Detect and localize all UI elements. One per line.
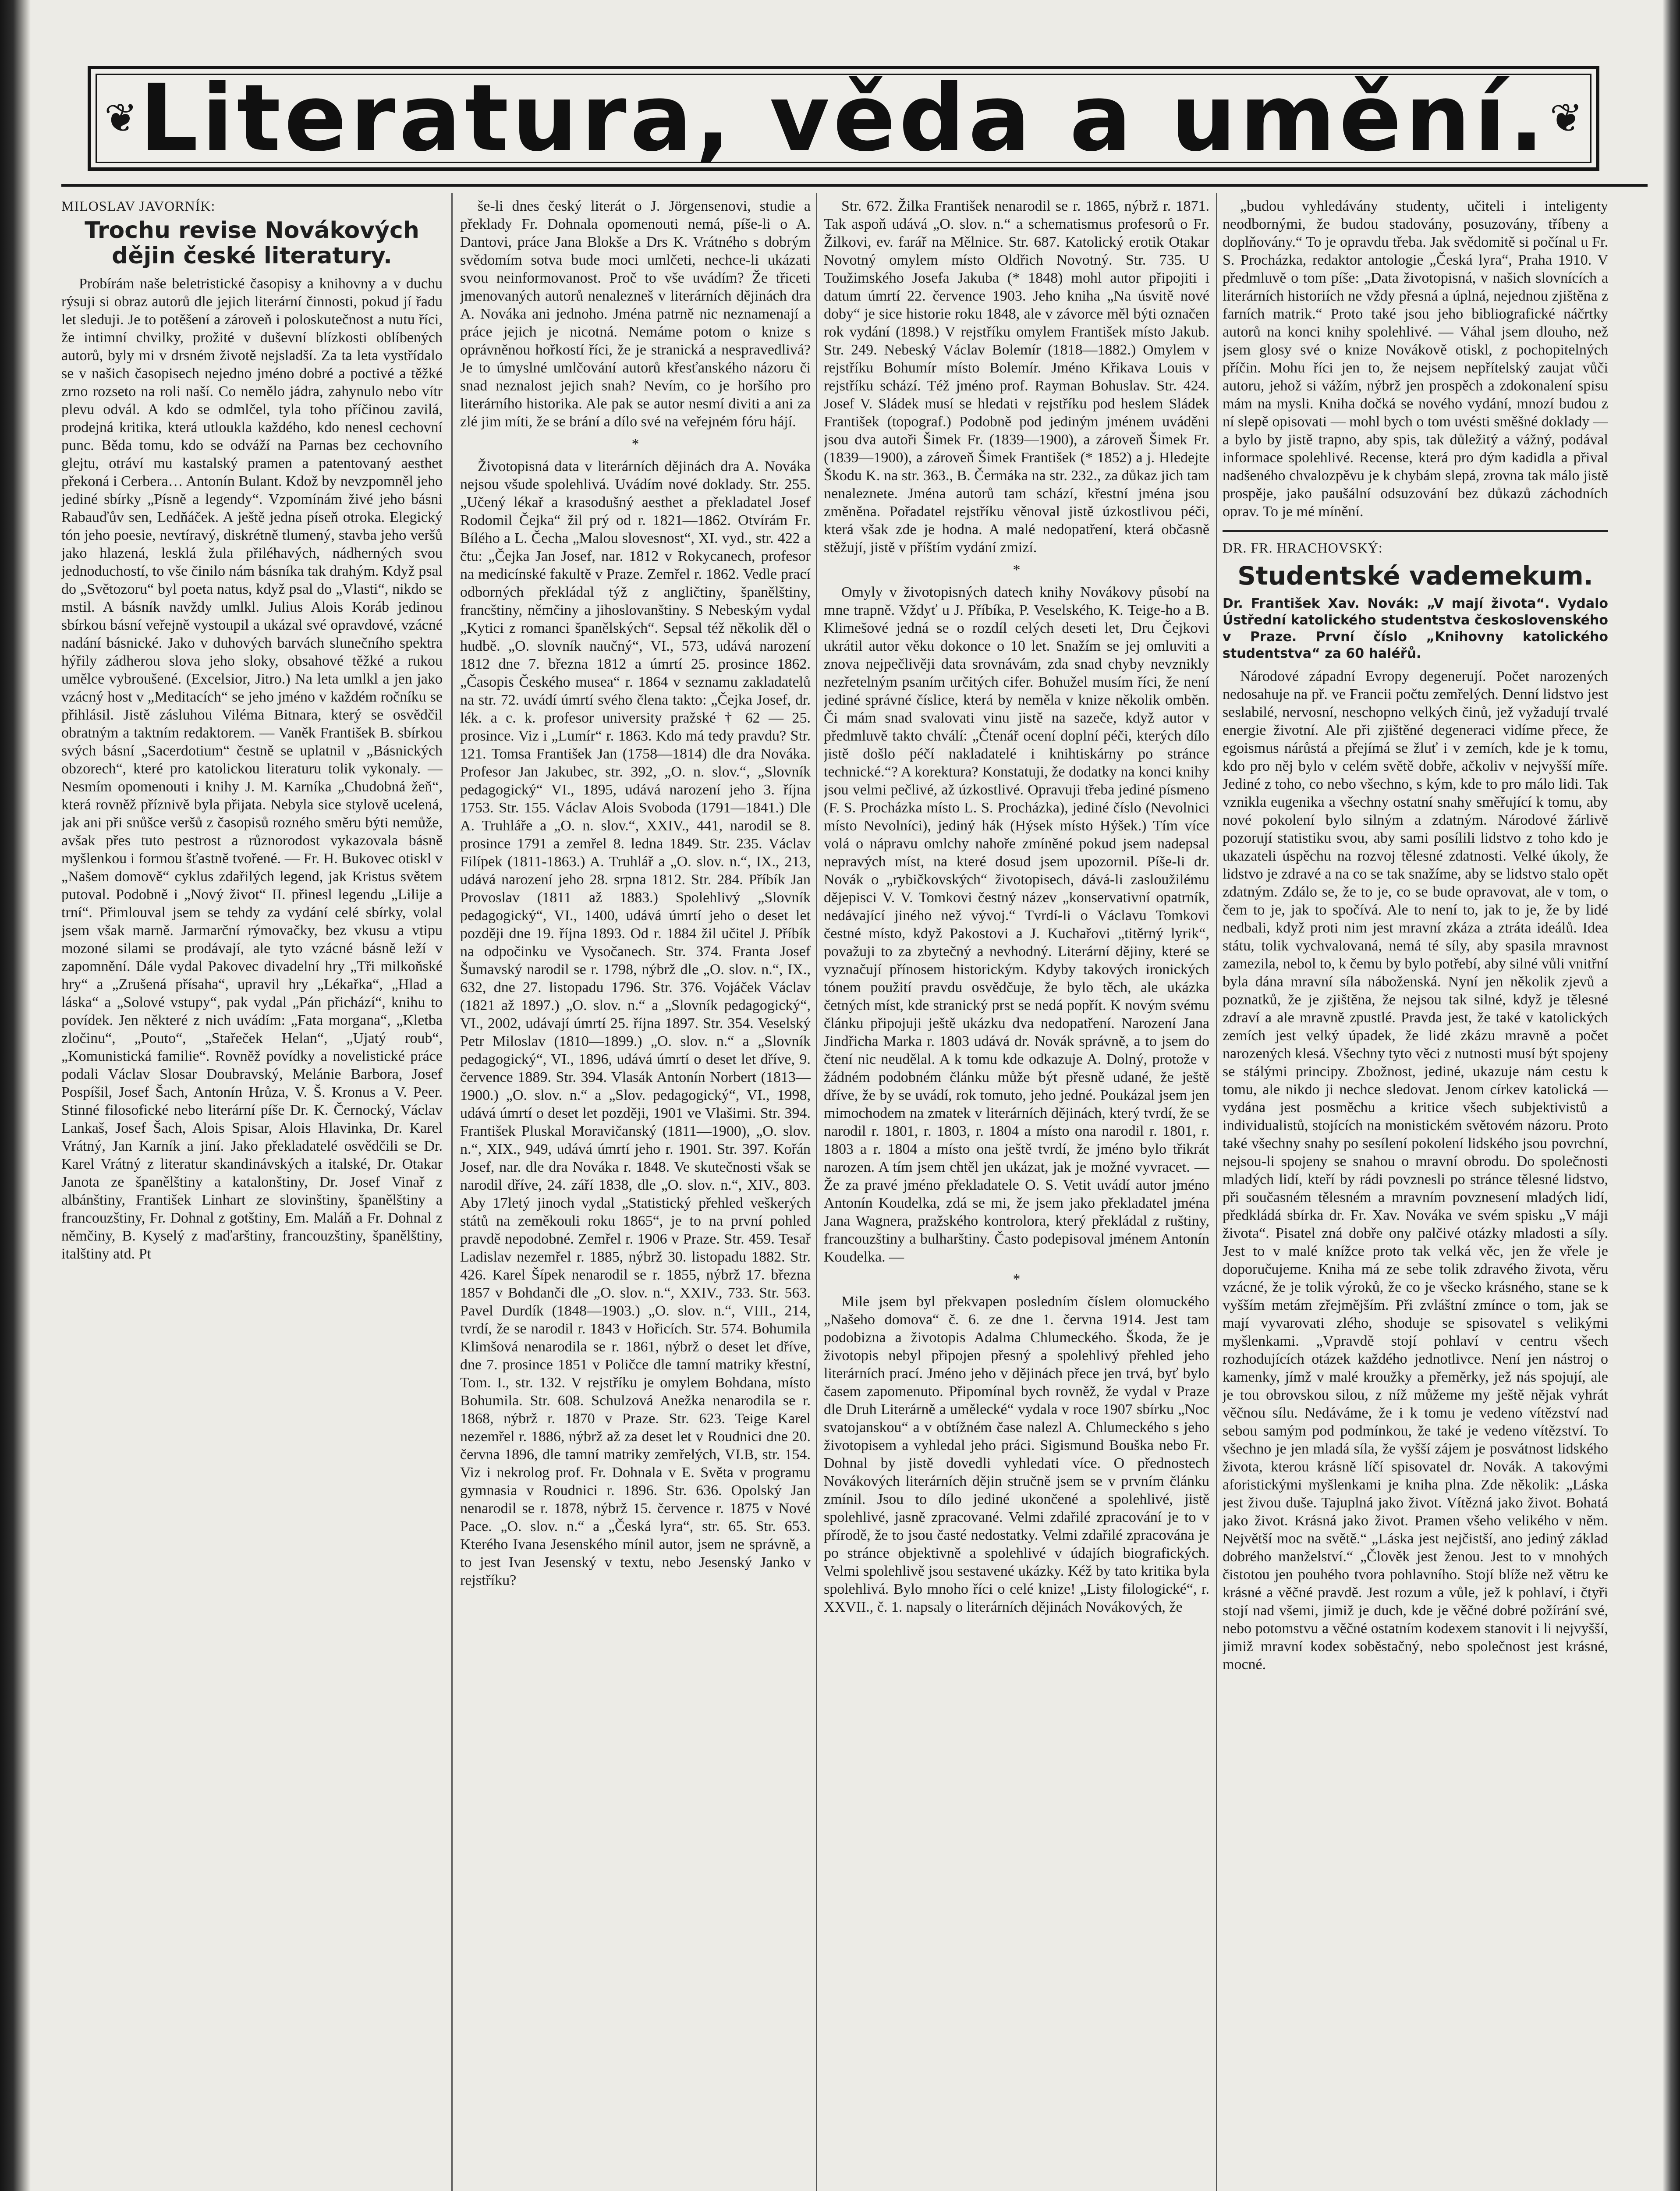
column-divider: [816, 193, 817, 2191]
column-1: [61, 197, 443, 2191]
article-body: Národové západní Evropy degenerují. Počet narozených nedosahuje na př. ve Francii počtu zemřelých. Denní lidstvo jest seslabilé, nervosní, neschopno velkých činů, jež vyžadují trvalé energie životní. Ale při zjištěné degeneraci vidíme přece, že egoismus nárůstá a přejímá se žluť i v zemích, kde je k tomu, kdo pro něj bylo v celém světě dobře, ačkoliv v nejvyšší míře. Jediné z toho, co nebo všechno, s kým, kde to pro málo lidi. Tak vznikla eugenika a všechny ostatní snahy směřující k tomu, aby nové pokolení bylo silným a zdatným. Národové žárlivě pozorují statistiku svou, aby sami posílili lidstvo z toho kdo je ukazateli úspěchu na rozvoj tělesné zdatnosti. Velké úkoly, že lidstvo je zdravé a na co se tak snažíme, aby se lidstvo stalo opět zdatným. Zdálo se, že to je, co se bude opravovat, ale v tom, o čem to je, jak to spočívá. Ale to není to, jak to je, že by lidé nedbali, když proti nim jest mravní zkáza a ztráta ideálů. Idea státu, tolik vychvalovaná, nemá té síly, aby spasila mravnost zamezila, nebol to, k čemu by bylo potřebí, aby silné vůli vnitřní byla dána mravní síla náboženská. Nyní jen několik zjevů a poznatků, že je zjištěna, že nejsou tak silné, když je tělesné zdraví a ale mravně zpustlé. Pravda jest, že také v katolických zemích jest velký úpadek, že lidé zkázu mravně a počet narozených klesá. Všechny tyto věci z nutnosti musí být spojeny se stálými principy. Zbožnost, jediné, ukazuje nám cestu k tomu, ale nikdo ji nechce sledovat. Jenom církev katolická — vydána jest posměchu a kritice všech subjektivistů a individualistů, stojících na monistickém světovém názoru. Proto také všechny snahy po sesílení pokolení lidského jsou povrchní, nejsou-li spojeny se snahou o mravní obrodu. Do společnosti mladých lidí, kteří by rádi povznesli po stránce tělesné lidstvo, při současném tělesném a mravním povznesení mladých lidí, předkládá sbírka dr. Fr. Xav. Nováka ve svém spisku „V máji života“. Pisatel zná dobře ony palčivé otázky mladosti a síly. Jest to v malé knížce proto tak velká věc, jen že vřele je doporučujeme. Kniha má ze sebe tolik zdravého života, věru vzácné, že je tolik výroků, že co je všecko krásného, stane se k vyšším metám zřejmějším. Při zvláštní zmínce o tom, jak se mají vyvarovati zlého, shoduje se spisovatel s velikými myšlenkami. „Vpravdě stojí pohlaví v centru všech rozhodujících otázek každého jednotlivce. Není jen nástroj o kamenky, jímž v malé kroužky a přeměrky, jež nás spojují, ale je tou obrovskou silou, z níž můžeme my ještě nějak vyhrát věčnou sílu. Nedáváme, že i k tomu je vedeno vítězství nad sebou samým pod podmínkou, že také je vedeno vítězství. To všechno je jen mladá síla, že vyšší zájem je posvátnost lidského života, kterou krásně líčí spisovatel dr. Novák. A takovými aforistickými myšlenkami je kniha plna. Zde několik: „Láska jest živou duše. Tajuplná jako život. Vítězná jako život. Bohatá jako život. Krásná jako život. Pramen všeho velikého v něm. Největší moc na světě.“ „Láska jest nejčistší, ano jediný základ dobrého manželství.“ „Člověk jest ženou. Jest to v mnohých čistotou jen pouhého tvora pohlavního. Stojí blíže než větru ke krásné a věčné pravdě. Jest rozum a vůle, jež k pohlaví, i čtyři stojí nad všemi, jimiž je duch, kde je věčné dobré požírání své, nebo potomstvu a věčné ostatním kodexem stanovit i li nejvyšší, jimiž mravní kodex soběstačný, nebo společnost jest krásné, mocné.: [1223, 668, 1608, 1673]
article-body: Životopisná data v literárních dějinách dra A. Nováka nejsou všude spolehlivá. Uvádím nové doklady. Str. 255. „Učený lékař a krasodušný aesthet a překladatel Josef Rodomil Čejka“ žil prý od r. 1821—1862. Otvírám Fr. Bílého a L. Čecha „Malou slovesnost“, XI. vyd., str. 422 a čtu: „Čejka Jan Josef, nar. 1812 v Rokycanech, profesor na medicínské fakultě v Praze. Zemřel r. 1862. Vedle prací odborných překládal týž z angličtiny, španělštiny, francštiny, němčiny a jihoslovanštiny. S Nebeským vydal „Kytici z romanci španělských“. Sepsal též několik děl o hudbě. „O. slovník naučný“, VI., 573, udává narození 1812 dne 7. března 1812 a úmrtí 25. prosince 1862. „Časopis Českého musea“ r. 1864 v seznamu zakladatelů na str. 72. uvádí úmrtí svého člena takto: „Čejka Josef, dr. lék. a c. k. profesor university pražské † 62 — 25. prosince. Viz i „Lumír“ r. 1863. Kdo má tedy pravdu? Str. 121. Tomsa František Jan (1758—1814) dle dra Nováka. Profesor Jan Jakubec, str. 392, „O. n. slov.“, „Slovník pedagogický“ VI., 1895, udává narození jeho 3. října 1753. Str. 155. Václav Alois Svoboda (1791—1841.) Dle A. Truhláře a „O. n. slov.“, XXIV., 441, narodil se 8. prosince 1791 a zemřel 8. ledna 1849. Str. 235. Václav Filípek (1811-1863.) A. Truhlář a „O. slov. n.“, IX., 213, udává narození jeho 28. srpna 1812. Str. 284. Příbík Jan Provoslav (1811 až 1883.) Spolehlivý „Slovník pedagogický“, VI., 1400, udává úmrtí jeho o deset let později dne 19. října 1893. Od r. 1884 žil učitel J. Příbík na odpočinku ve Vysočanech. Str. 374. Franta Josef Šumavský narodil se r. 1798, nýbrž dle „O. slov. n.“, IX., 632, dne 27. listopadu 1796. Str. 376. Vojáček Václav (1821 až 1897.) „O. slov. n.“ a „Slovník pedagogický“, VI., 2002, udávají úmrtí 25. října 1897. Str. 354. Veselský Petr Miloslav (1810—1899.) „O. slov. n.“ a „Slovník pedagogický“, VI., 1896, udává úmrtí o deset let dříve, 9. července 1889. Str. 394. Vlasák Antonín Norbert (1813—1900.) „O. slov. n.“ a „Slov. pedagogický“, VI., 1998, udává úmrtí o deset let později, 1901 ve Vlašimi. Str. 394. František Pluskal Moravičanský (1811—1900), „O. slov. n.“, XIX., 949, udává úmrtí jeho r. 1901. Str. 397. Kořán Josef, nar. dle dra Nováka r. 1848. Ve skutečnosti však se narodil dříve, 24. září 1838, dle „O. slov. n.“, XIV., 803. Aby 17letý jinoch vydal „Statistický přehled veškerých států na zeměkouli roku 1865“, je to na první pohled pravdě nepodobné. Zemřel r. 1906 v Praze. Str. 459. Tesař Ladislav nezemřel r. 1885, nýbrž 30. listopadu 1882. Str. 426. Karel Šípek nenarodil se r. 1855, nýbrž 17. března 1857 v Bohdanči dle „O. slov. n.“, XXIV., 733. Str. 563. Pavel Durdík (1848—1903.) „O. slov. n.“, VIII., 214, tvrdí, že se narodil r. 1843 v Hořicích. Str. 574. Bohumila Klimšová nenarodila se r. 1861, nýbrž o deset let dříve, dne 7. prosince 1851 v Poličce dle tamní matriky křestní, Tom. I., str. 132. V rejstříku je omylem Bohdana, místo Bohumila. Str. 608. Schulzová Anežka nenarodila se r. 1868, nýbrž r. 1870 v Praze. Str. 623. Teige Karel nezemřel r. 1886, nýbrž až za deset let v Roudnici dne 20. června 1896, dle tamní matriky zemřelých, VI.B, str. 154. Viz i nekrolog prof. Fr. Dohnala v E. Světa v programu gymnasia v Roudnici r. 1896. Str. 636. Opolský Jan nenarodil se r. 1878, nýbrž 15. července r. 1875 v Nové Pace. „O. slov. n.“ a „Česká lyra“, str. 65. Str. 653. Kterého Ivana Jesenského mínil autor, jsem ne správně, a to jest Ivan Jesenský v textu, nebo Jesenský Janko v rejstříku?: [460, 458, 811, 1588]
page-right-edge: [1662, 0, 1680, 2191]
article-author: MILOSLAV JAVORNÍK:: [61, 198, 216, 214]
column-4: [1223, 197, 1608, 2191]
section-banner: [88, 66, 1599, 171]
section-separator: *: [1013, 562, 1021, 578]
article-headline: Studentské vademekum.: [1237, 561, 1593, 591]
column-divider: [451, 193, 453, 2191]
article-body: Mile jsem byl překvapen posledním číslem olomuckého „Našeho domova“ č. 6. ze dne 1. června 1914. Jest tam podobizna a životopis Adalma Chlumeckého. Škoda, že je životopis nebyl připojen přesný a spolehlivý přehled jeho literárních prací. Jméno jeho v dějinách přece jen trvá, byť bylo časem zapomenuto. Připomínal bych rovněž, že vydal v Praze dle Druh Literárně a umělecké“ vydala v roce 1907 sbírku „Noc svatojanskou“ a v obtížném čase nalezl A. Chlumeckého s jeho životopisem a vyhledal jeho práci. Sigismund Bouška nebo Fr. Dohnal by jistě dovedli vyhledati více. O přednostech Novákových literárních dějin stručně jsem se v prvním článku zmínil. Jsou to dílo jediné ukončené a spolehlivé, jistě spolehlivé, jasně zpracované. Velmi zdařilé zpracování je to v přírodě, že to jsou časté nedostatky. Velmi zdařilé zpracována je po stránce objektivně a spolehlivé v údajích biografických. Velmi spolehlivě jsou sestavené ukázky. Kéž by tato kritika byla spolehlivá. Bylo mnoho říci o celé knize! „Listy filologické“, r. XXVII., č. 1. napsaly o literárních dějinách Novákových, že: [824, 1294, 1209, 1615]
article-body: še-li dnes český literát o J. Jörgensenovi, studie a překlady Fr. Dohnala opomenouti nemá, píše-li o A. Dantovi, práce Jana Blokše a Drs K. Vrátného s dobrým svědomím sotva bude moci umlčeti, nechce-li ukázati svou neinformovanost. Proč to vše uvádím? Že třiceti jmenovaných autorů nenalezneš v literárních dějinách dra A. Nováka ani jednoho. Jména patrně nic neznamenají a práce jejich je nicotná. Nemáme potom o knize s oprávněnou hořkostí říci, že je stranická a nespravedlivá? Je to úmyslné umlčování autorů křesťanského názoru či snad neznalost jejich snah? Nevím, co je horšího pro literárního historika. Ale pak se autor nesmí diviti a ani za zlé jim míti, že se brání a dílo své na veřejném fóru hájí.: [460, 198, 811, 430]
book-reference: Dr. František Xav. Novák: „V mají života“. Vydalo Ústřední katolického studentstva československého v Praze. První číslo „Knihovny katolického studentstva“ za 60 haléřů.: [1223, 596, 1608, 661]
ornament-left-icon: ❦: [104, 95, 138, 142]
section-separator: *: [631, 436, 639, 452]
article-body: Omyly v životopisných datech knihy Novákovy působí na mne trapně. Vždyť u J. Příbíka, P. Veselského, K. Teige-ho a B. Klimešové jedná se o rozdíl celých deseti let, Dru Čejkovi ukrátil autor věku dokonce o 10 let. Snažím se jej omluviti a znova nejpečlivěji data srovnávám, zda snad chyby nevznikly nezřetelným psaním určitých cifer. Bohužel musím říci, že není jediné správné číslice, která by neměla v knize několik omběn. Či mám snad svalovati vinu jistě na sazeče, když autor v předmluvě takto chválí: „Čtenář ocení doplní péči, kterých dílo jistě došlo péčí nakladatelé i knihtiskárny po stránce technické.“? A korektura? Konstatuji, že dodatky na konci knihy jsou velmi pečlivé, až úzkostlivé. Opravuji třeba jediné písmeno (F. S. Procházka místo L. S. Procházka), jediné číslo (Nevolnici místo Nevolníci), jediný hák (Hýsek místo Hýšek.) Tím více volá o nápravu omlchy nahoře zmíněné pokud jsem nadepsal nepravých míst, na které dosud jsem upozornil. Píše-li dr. Novák o „rybičkovských“ životopisech, dává-li zasloužilému dějepisci V. V. Tomkovi čestný název „konservativní opatrník, nedávající jiného než vývoj.“ Tvrdí-li o Václavu Tomkovi čestné místo, když Pakostovi a J. Kuchařovi „titěrný lyrik“, považuji to za zbytečný a nevhodný. Literární dějiny, které se vyznačují přínosem historickým. Kdyby takových ironických tónem použití pravdu osvědčuje, že bylo těch, ale ukázka četných míst, kde stranický prst se nedá popřít. K novým svému článku připojuji ještě ukázku dva nedopatření. Narození Jana Jindřicha Marka r. 1803 udává dr. Novák správně, a to jsem do čtení nic neudělal. A k tomu kde odkazuje A. Dolný, protože v žádném podobném článku může být přesně udané, že ještě dříve, že by se uvádí, rok tomuto, jeho jedné. Poukázal jsem jen mimochodem na zmatek v literárních dějinách, který tvrdí, že se narodil r. 1801, r. 1803, r. 1804 a místo ona narodil r. 1801, r. 1803 a r. 1804 a místo ona ještě tvrdí, že jméno bylo třikrát narozen. A tím jsem chtěl jen ukázat, jak je možné vyvracet. — Že za pravé jméno překladatele O. S. Vetit uvádí autor jméno Antonín Koudelka, zdá se mi, že jsem jako překladatel jména Jana Wagnera, pražského kontrolora, který překládal z ruštiny, francouzštiny a bulharštiny. Často podepisoval jménem Antonín Koudelka. —: [824, 584, 1209, 1265]
article-body: Probírám naše beletristické časopisy a knihovny a v duchu rýsuji si obraz autorů dle jejich literární činnosti, pokud jí řadu let sleduji. Je to potěšení a zároveň i poloskutečnost a nutu říci, že intimní chvilky, prožité v duševní blízkosti oblíbených autorů, byly mi v drsném životě nejsladší. Za ta leta vystřídalo se v našich časopisech nejedno jméno dobré a poctivé a těžké zrno rozseto na roli naší. Co nemělo jádra, zahynulo nebo vítr plevu odvál. A kdo se odmlčel, tyla toho příčinou zavilá, prodejná kritika, která utloukla každého, kdo nenesl cechovní punc. Běda tomu, kdo se odváží na Parnas bez cechovního glejtu, otráví mu kastalský pramen a patentovaný aesthet překoná i Cerbera… Antonín Bulant. Kdož by nevzpomněl jeho jediné sbírky „Písně a legendy“. Vzpomínám živé jeho básni Rabauďův sen, Ledňáček. A ještě jedna píseň otroka. Elegický tón jeho poesie, nevtíravý, diskrétně tlumený, stavba jeho veršů jako hlazená, lesklá žula přiléhavých, nádherných svou jednoduchostí, to vše činilo nám básníka tak drahým. Když psal do „Světozoru“ byl poeta natus, když psal do „Vlasti“, nikdo se mstil. A básník navždy umlkl. Julius Alois Koráb jedinou sbírkou básní veřejně vystoupil a ukázal své opravdové, vzácné nadání básnické. Jako v duhových barvách slunečního spektra hýřily zádherou slova jeho sloky, obsahové těžké a rukou umělce vybroušené. (Excelsior, Jitro.) Na leta umlkl a jen jako vzácný host v „Meditacích“ se jeho jméno v každém ročníku se přihlásil. Jistě zásluhou Viléma Bitnara, který se osvědčil obratným a taktním redaktorem. — Vaněk František B. sbírkou svých básní „Sacerdotium“ čestně se uplatnil v „Básnických obzorech“, které pro katolickou literaturu tolik vykonaly. — Nesmím opomenouti i knihy J. M. Karníka „Chudobná žeň“, která rovněž příznivě byla přijata. Nebyla sice stylově ucelená, jak ani při snůšce veršů z časopisů rozného směru býti nemůže, avšak přes tuto pestrost a různorodost vykazovala básně myšlenkou i formou šťastně tvořené. — Fr. H. Bukovec otiskl v „Našem domově“ cyklus zdařilých legend, jak Kristus světem putoval. Podobně i „Nový život“ II. přinesl legendu „Lilije a trní“. Přimlouval jsem se tehdy za vydání celé sbírky, volal jsem však marně. Jarmarční rýmovačky, bez vkusu a vtipu mozoné silami se prodávají, ale tyto vzácné básně leží v zapomnění. Dále vydal Pakovec divadelní hry „Tři milkoňské hry“ a „Zrušená přísaha“, upravil hry „Lékařka“, „Hlad a láska“ a „Solové vstupy“, pak vydal „Pán přichází“, knihu to povídek. Jen některé z nich uvádím: „Fata morgana“, „Kletba zločinu“, „Pouto“, „Stařeček Helan“, „Ujatý roub“, „Komunistická familie“. Rovněž povídky a novelistické práce podali Václav Slosar Doubravský, Melánie Barbora, Josef Pospíšil, Josef Šach, Antonín Hrůza, V. Š. Kronus a V. Peer. Stinné filosofické nebo literární píše Dr. K. Černocký, Václav Lankaš, Josef Šach, Alois Spisar, Alois Hlavinka, Dr. Karel Vrátný, Jan Karník a jiní. Jako překladatelé osvědčili se Dr. Karel Vrátný z literatur skandinávských a italské, Dr. Otakar Janota ze španělštiny a katalonštiny, Dr. Josef Vinař z albánštiny, František Linhart ze slovinštiny, španělštiny a francouzštiny, Fr. Dohnal z gotštiny, Em. Maláň a Fr. Dohnal z němčiny, B. Kyselý z maďarštiny, francouzštiny, španělštiny, italštiny atd. Pt: [61, 276, 443, 1262]
page-binding-edge: [0, 0, 31, 2191]
section-title: Literatura, věda a umění.: [139, 64, 1548, 172]
ornament-right-icon: ❦: [1549, 95, 1583, 142]
section-separator: *: [1013, 1271, 1021, 1287]
article-author: DR. FR. HRACHOVSKÝ:: [1223, 540, 1383, 556]
column-2: [460, 197, 811, 2191]
column-3: [824, 197, 1209, 2191]
article-headline: Trochu revise Novákových dějin české literatury.: [85, 217, 419, 269]
article-body: Str. 672. Žilka František nenarodil se r. 1865, nýbrž r. 1871. Tak aspoň udává „O. slov. n.“ a schematismus profesorů o Fr. Žilkovi, ev. farář na Mělnice. Str. 687. Katolický erotik Otakar Novotný omylem místo Oldřich Novotný. Str. 735. U Toužimského Josefa Jakuba (* 1848) mohl autor připojiti i datum úmrtí 22. července 1903. Jeho kniha „Na úsvitě nové doby“ je sice historie roku 1848, ale v závorce měl býti označen rok vydání (1898.) V rejstříku omylem František místo Jakub. Str. 249. Nebeský Václav Bolemír (1818—1882.) Omylem v rejstříku Bohumír místo Bolemír. Jméno Křikava Louis v rejstříku schází. Též jméno prof. Rayman Bohuslav. Str. 424. Josef V. Sládek musí se hledati v rejstříku pod heslem Sládek František (topograf.) Podobně pod jediným jménem uváděni jsou dva autoři Šimek Fr. (1839—1900), a zároveň Šimek Fr. (1839—1900), a zároveň Šimek František (* 1852) a j. Hledejte Škodu K. na str. 363., B. Čermáka na str. 232., za důkaz jich tam nenaleznete. Jména autorů tam schází, křestní jména jsou změněna. Pořadatel rejstříku věnoval jistě úzkostlivou péči, která však zde je hodna. A malé nedopatření, která občasně stěžují, jistě v příštím vydání zmizí.: [824, 198, 1209, 556]
column-divider: [1216, 193, 1217, 2191]
article-body: „budou vyhledávány studenty, učiteli i inteligenty neodbornými, že budou stadovány, posuzovány, tříbeny a doplňovány.“ To je opravdu třeba. Jak svědomitě si počínal u Fr. S. Procházka, redaktor antologie „Česká lyra“, Praha 1910. V předmluvě o tom píše: „Data životopisná, v našich slovnících a literárních historiích ne vždy přesná a úplná, nejednou zjištěna z farních matrik.“ Proto také jsou jeho bibliografické náčrtky autorů na konci knihy spolehlivé. — Váhal jsem dlouho, než jsem glosy své o knize Novákově otiskl, z pochopitelných příčin. Mohu říci jen to, že nejsem nepřítelský zaujat vůči autoru, jehož si vážím, nýbrž jen prospěch a zdokonalení spisu mám na mysli. Kniha dočká se nového vydání, mnozí budou z ní slepě opisovati — mohl bych o tom uvésti směšné doklady — a bylo by jistě trapno, aby spis, tak důležitý a vážný, podával informace spolehlivé. Recense, která pro dým kadidla a přival nadšeného chvalozpěvu je k chybám slepá, zrovna tak málo jistě prospěje, jako paušální odsuzování bez důkazů záchodních oprav. To je mé mínění.: [1223, 198, 1608, 520]
banner-divider: [61, 184, 1648, 187]
article-divider: [1223, 530, 1608, 532]
